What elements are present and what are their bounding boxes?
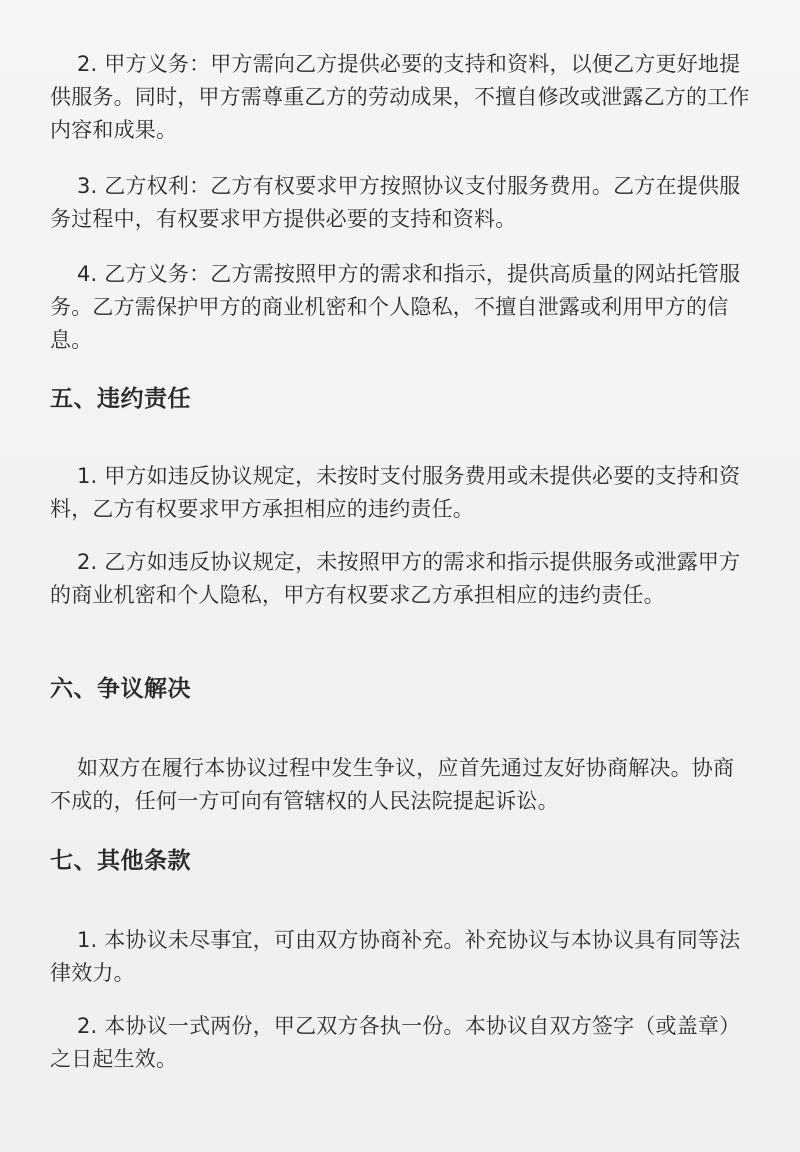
section-heading-dispute: 六、争议解决 <box>50 676 191 702</box>
other-terms-item-1: 1. 本协议未尽事宜，可由双方协商补充。补充协议与本协议具有同等法律效力。 <box>50 928 741 985</box>
breach-party-b: 2. 乙方如违反协议规定，未按照甲方的需求和指示提供服务或泄露甲方的商业机密和个人隐私，甲方有权要求乙方承担相应的违约责任。 <box>50 550 741 607</box>
section-heading-breach: 五、违约责任 <box>50 386 191 412</box>
other-terms-item-2: 2. 本协议一式两份，甲乙双方各执一份。本协议自双方签字（或盖章）之日起生效。 <box>50 1014 741 1071</box>
party-b-obligations: 4. 乙方义务：乙方需按照甲方的需求和指示，提供高质量的网站托管服务。乙方需保护甲方的商业机密和个人隐私，不擅自泄露或利用甲方的信息。 <box>50 262 741 352</box>
party-b-rights: 3. 乙方权利：乙方有权要求甲方按照协议支付服务费用。乙方在提供服务过程中，有权要求甲方提供必要的支持和资料。 <box>50 174 741 231</box>
dispute-resolution-text: 如双方在履行本协议过程中发生争议，应首先通过友好协商解决。协商不成的，任何一方可向有管辖权的人民法院提起诉讼。 <box>50 756 735 813</box>
section-heading-other-terms: 七、其他条款 <box>50 848 191 874</box>
breach-party-a: 1. 甲方如违反协议规定，未按时支付服务费用或未提供必要的支持和资料，乙方有权要求甲方承担相应的违约责任。 <box>50 464 741 521</box>
party-a-obligations: 2. 甲方义务：甲方需向乙方提供必要的支持和资料，以便乙方更好地提供服务。同时，甲方需尊重乙方的劳动成果，不擅自修改或泄露乙方的工作内容和成果。 <box>50 52 750 142</box>
